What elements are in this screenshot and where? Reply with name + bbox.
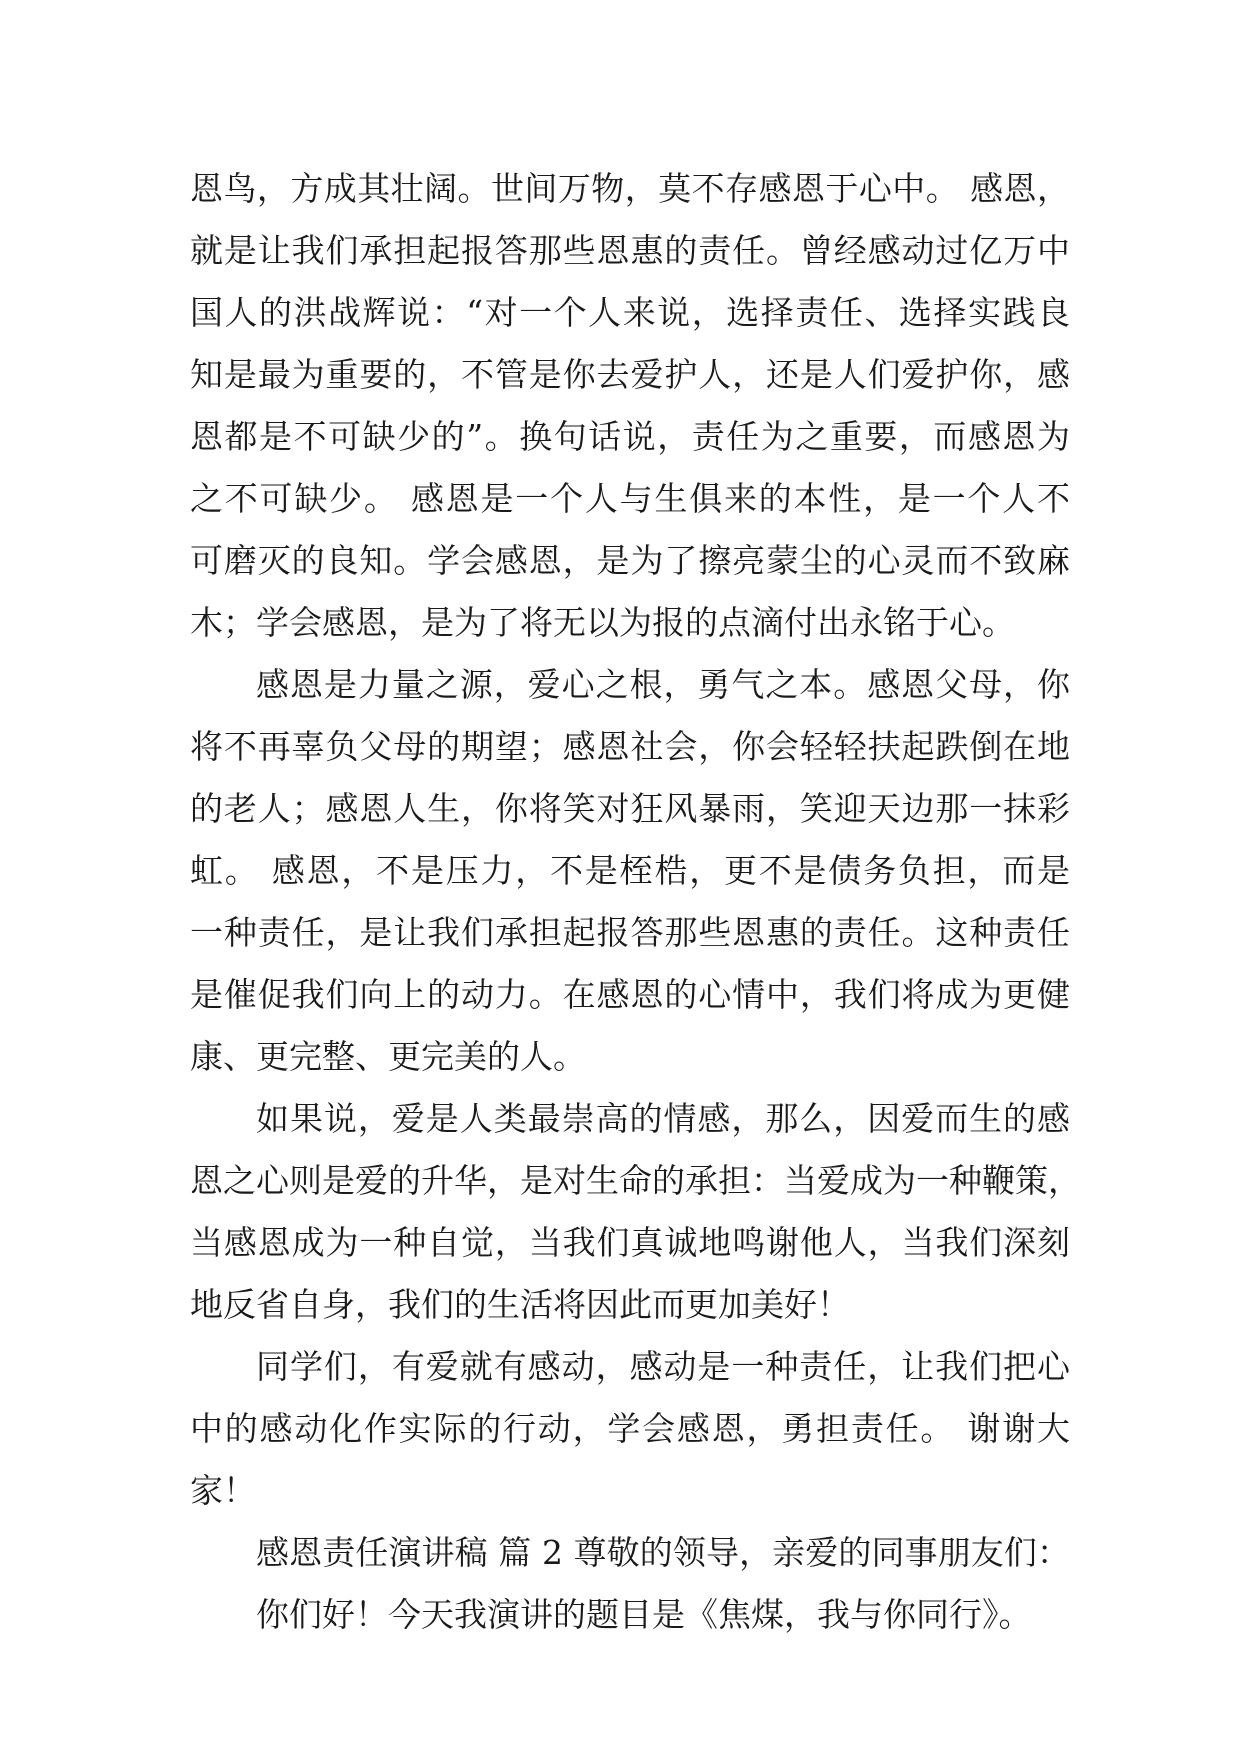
text-line: 可磨灭的良知。学会感恩，是为了擦亮蒙尘的心灵而不致麻 <box>190 541 1070 580</box>
text-line: 是催促我们向上的动力。在感恩的心情中，我们将成为更健 <box>190 975 1070 1014</box>
text-line: 木；学会感恩，是为了将无以为报的点滴付出永铭于心。 <box>190 603 1015 642</box>
section-heading-line: 感恩责任演讲稿 篇 2 尊敬的领导，亲爱的同事朋友们： <box>256 1533 1070 1572</box>
text-line: 恩都是不可缺少的”。换句话说，责任为之重要，而感恩为 <box>190 417 1070 456</box>
text-line: 就是让我们承担起报答那些恩惠的责任。曾经感动过亿万中 <box>190 231 1070 270</box>
text-line: 知是最为重要的，不管是你去爱护人，还是人们爱护你，感 <box>190 355 1070 394</box>
text-line: 国人的洪战辉说：“对一个人来说，选择责任、选择实践良 <box>190 293 1070 332</box>
text-line: 之不可缺少。 感恩是一个人与生俱来的本性，是一个人不 <box>190 479 1070 518</box>
paragraph-start-line: 同学们，有爱就有感动，感动是一种责任，让我们把心 <box>256 1347 1070 1386</box>
text-line: 一种责任，是让我们承担起报答那些恩惠的责任。这种责任 <box>190 913 1070 952</box>
paragraph-start-line: 感恩是力量之源，爱心之根，勇气之本。感恩父母，你 <box>256 665 1070 704</box>
text-line: 虹。 感恩，不是压力，不是桎梏，更不是债务负担，而是 <box>190 851 1070 890</box>
text-line: 康、更完整、更完美的人。 <box>190 1037 586 1076</box>
paragraph-start-line: 你们好！今天我演讲的题目是《焦煤，我与你同行》。 <box>256 1595 1032 1634</box>
document-body <box>190 158 1081 1646</box>
text-line: 地反省自身，我们的生活将因此而更加美好！ <box>190 1285 850 1324</box>
text-line: 恩鸟，方成其壮阔。世间万物，莫不存感恩于心中。 感恩， <box>190 169 1070 208</box>
paragraph-start-line: 如果说，爱是人类最崇高的情感，那么，因爱而生的感 <box>256 1099 1070 1138</box>
text-line: 的老人；感恩人生，你将笑对狂风暴雨，笑迎天边那一抹彩 <box>190 789 1070 828</box>
text-line: 将不再辜负父母的期望；感恩社会，你会轻轻扶起跌倒在地 <box>190 727 1070 766</box>
text-line: 家！ <box>190 1471 256 1510</box>
text-line: 中的感动化作实际的行动，学会感恩，勇担责任。 谢谢大 <box>190 1409 1070 1448</box>
text-line: 恩之心则是爱的升华，是对生命的承担：当爱成为一种鞭策， <box>190 1161 1081 1200</box>
text-line: 当感恩成为一种自觉，当我们真诚地鸣谢他人，当我们深刻 <box>190 1223 1070 1262</box>
